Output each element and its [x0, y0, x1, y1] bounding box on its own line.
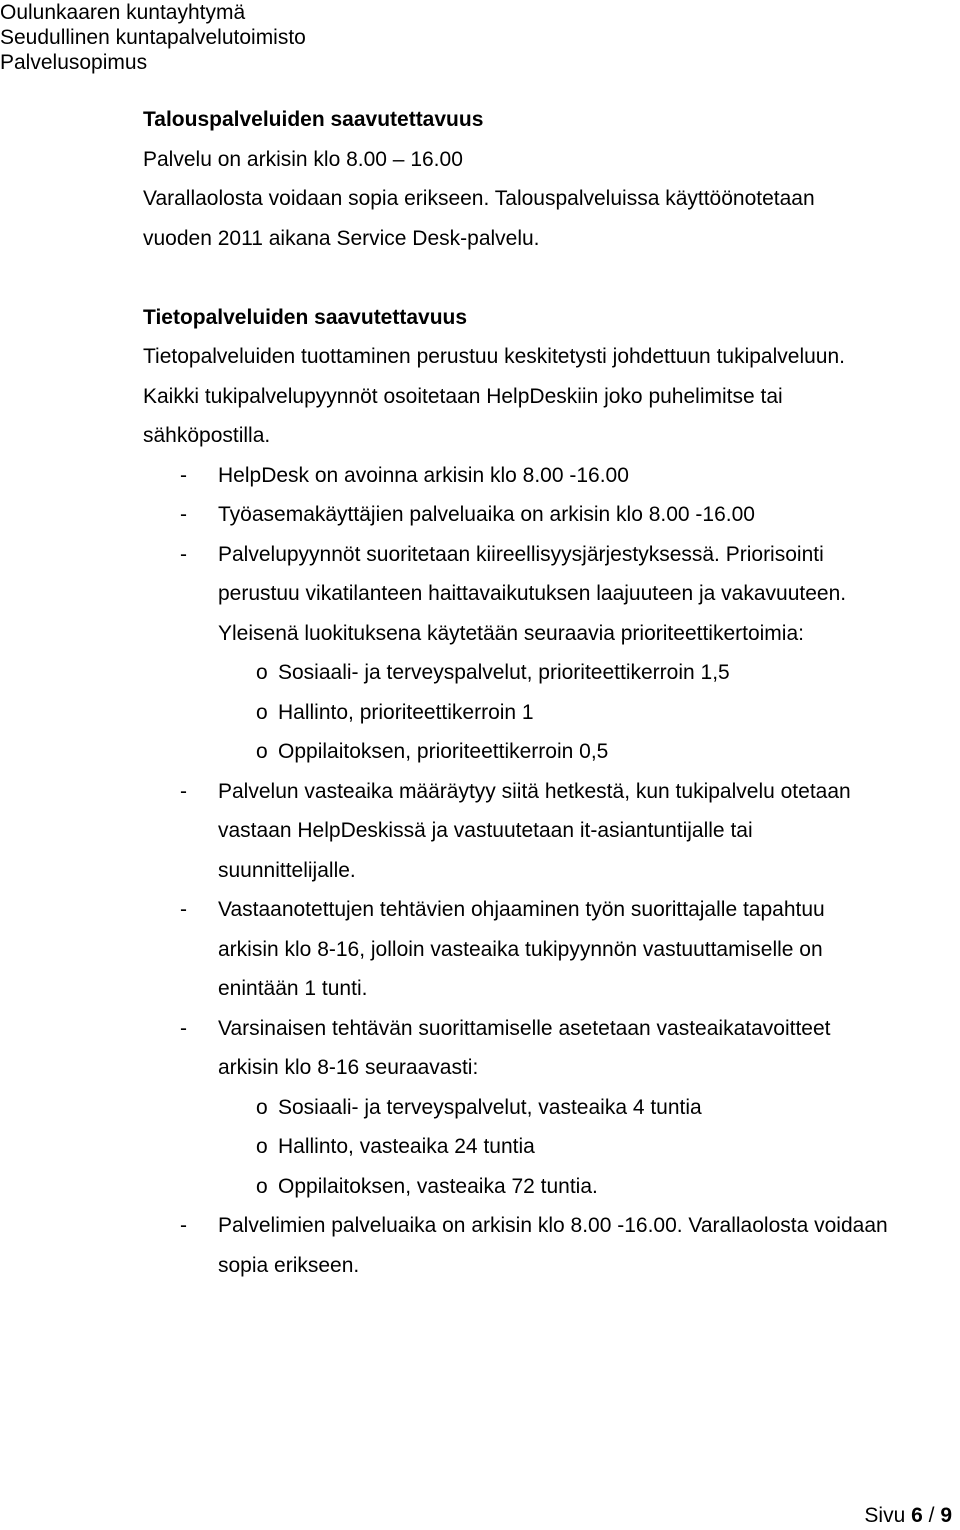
sub-list-item	[143, 732, 943, 772]
list-item-text: sopia erikseen.	[218, 1253, 360, 1277]
tieto-line: Kaikki tukipalvelupyynnöt osoitetaan HelpDeskiin joko puhelimitse tai	[143, 384, 783, 408]
list-item	[143, 1206, 943, 1246]
dash-marker: -	[180, 779, 187, 803]
circle-bullet-marker: o	[256, 661, 268, 684]
sub-list-item-text: Sosiaali- ja terveyspalvelut, vasteaika 4 tuntia	[278, 1095, 702, 1119]
section-title-tieto: Tietopalveluiden saavutettavuus	[143, 305, 468, 329]
document-header	[0, 0, 306, 75]
list-item-text: vastaan HelpDeskissä ja vastuutetaan it-asiantuntijalle tai	[218, 819, 753, 842]
talous-line: Varallaolosta voidaan sopia erikseen. Talouspalveluissa käyttöönotetaan	[143, 187, 815, 210]
list-item	[143, 1048, 943, 1088]
list-item	[143, 456, 943, 496]
list-item-text: suunnittelijalle.	[218, 858, 356, 882]
page-label: Sivu	[864, 1504, 906, 1527]
dash-marker: -	[180, 503, 187, 526]
sub-list-item-text: Oppilaitoksen, prioriteettikerroin 0,5	[278, 740, 609, 763]
list-item-text: Työasemakäyttäjien palveluaika on arkisin klo 8.00 -16.00	[218, 503, 755, 526]
circle-bullet-marker: o	[256, 740, 268, 763]
total-pages: 9	[940, 1504, 952, 1527]
list-item-text: Yleisenä luokituksena käytetään seuraavia prioriteettikertoimia:	[218, 621, 804, 645]
list-item	[143, 495, 943, 535]
list-item-text: Palvelupyynnöt suoritetaan kiireellisyysjärjestyksessä. Priorisointi	[218, 542, 824, 566]
list-item	[143, 890, 943, 930]
sub-list-item	[143, 653, 943, 693]
list-item	[143, 811, 943, 851]
list-item	[143, 1009, 943, 1049]
list-item	[143, 1246, 943, 1286]
sub-list-item	[143, 693, 943, 733]
sub-list-item	[143, 1088, 943, 1128]
circle-bullet-marker: o	[256, 1095, 268, 1119]
sub-list-item	[143, 1167, 943, 1207]
list-item-text: arkisin klo 8-16, jolloin vasteaika tukipyynnön vastuuttamiselle on	[218, 937, 823, 961]
document-body	[143, 100, 943, 1285]
sub-list-item-text: Hallinto, prioriteettikerroin 1	[278, 700, 534, 724]
section-title-talous: Talouspalveluiden saavutettavuus	[143, 108, 484, 131]
sub-list-item	[143, 1127, 943, 1167]
list-item-text: Palvelun vasteaika määräytyy siitä hetkestä, kun tukipalvelu otetaan	[218, 779, 851, 803]
dash-marker: -	[180, 1214, 187, 1237]
dash-list	[143, 456, 943, 1286]
list-item	[143, 930, 943, 970]
list-item-text: HelpDesk on avoinna arkisin klo 8.00 -16.00	[218, 463, 629, 487]
list-item	[143, 772, 943, 812]
section-spacer	[143, 258, 943, 298]
page-separator: /	[928, 1504, 935, 1527]
talous-line: Palvelu on arkisin klo 8.00 – 16.00	[143, 147, 463, 171]
sub-list-item-text: Sosiaali- ja terveyspalvelut, prioriteettikerroin 1,5	[278, 661, 730, 684]
list-item	[143, 851, 943, 891]
header-document-type: Palvelusopimus	[0, 51, 148, 74]
sub-list-item-text: Oppilaitoksen, vasteaika 72 tuntia.	[278, 1174, 598, 1198]
list-item	[143, 614, 943, 654]
dash-marker: -	[180, 542, 187, 566]
list-item	[143, 969, 943, 1009]
list-item-text: Varsinaisen tehtävän suorittamiselle asetetaan vasteaikatavoitteet	[218, 1016, 831, 1040]
list-item-text: perustuu vikatilanteen haittavaikutuksen laajuuteen ja vakavuuteen.	[218, 582, 847, 605]
talous-line: vuoden 2011 aikana Service Desk-palvelu.	[143, 226, 540, 250]
circle-bullet-marker: o	[256, 1174, 268, 1198]
current-page: 6	[911, 1504, 923, 1527]
circle-bullet-marker: o	[256, 700, 268, 724]
list-item-text: Palvelimien palveluaika on arkisin klo 8.00 -16.00. Varallaolosta voidaan	[218, 1214, 888, 1237]
dash-marker: -	[180, 463, 187, 487]
header-organization: Oulunkaaren kuntayhtymä	[0, 1, 246, 24]
dash-marker: -	[180, 1016, 187, 1040]
list-item-text: Vastaanotettujen tehtävien ohjaaminen työn suorittajalle tapahtuu	[218, 898, 825, 921]
list-item-text: arkisin klo 8-16 seuraavasti:	[218, 1056, 479, 1079]
circle-bullet-marker: o	[256, 1135, 268, 1158]
section-talouspalvelut	[143, 100, 943, 258]
tieto-line: sähköpostilla.	[143, 424, 271, 447]
list-item	[143, 574, 943, 614]
page-number	[864, 1503, 952, 1528]
dash-marker: -	[180, 898, 187, 921]
list-item-text: enintään 1 tunti.	[218, 977, 368, 1000]
list-item	[143, 535, 943, 575]
sub-list-item-text: Hallinto, vasteaika 24 tuntia	[278, 1135, 535, 1158]
tieto-line: Tietopalveluiden tuottaminen perustuu keskitetysti johdettuun tukipalveluun.	[143, 345, 845, 368]
header-department: Seudullinen kuntapalvelutoimisto	[0, 26, 306, 49]
section-tietopalvelut	[143, 298, 943, 1286]
